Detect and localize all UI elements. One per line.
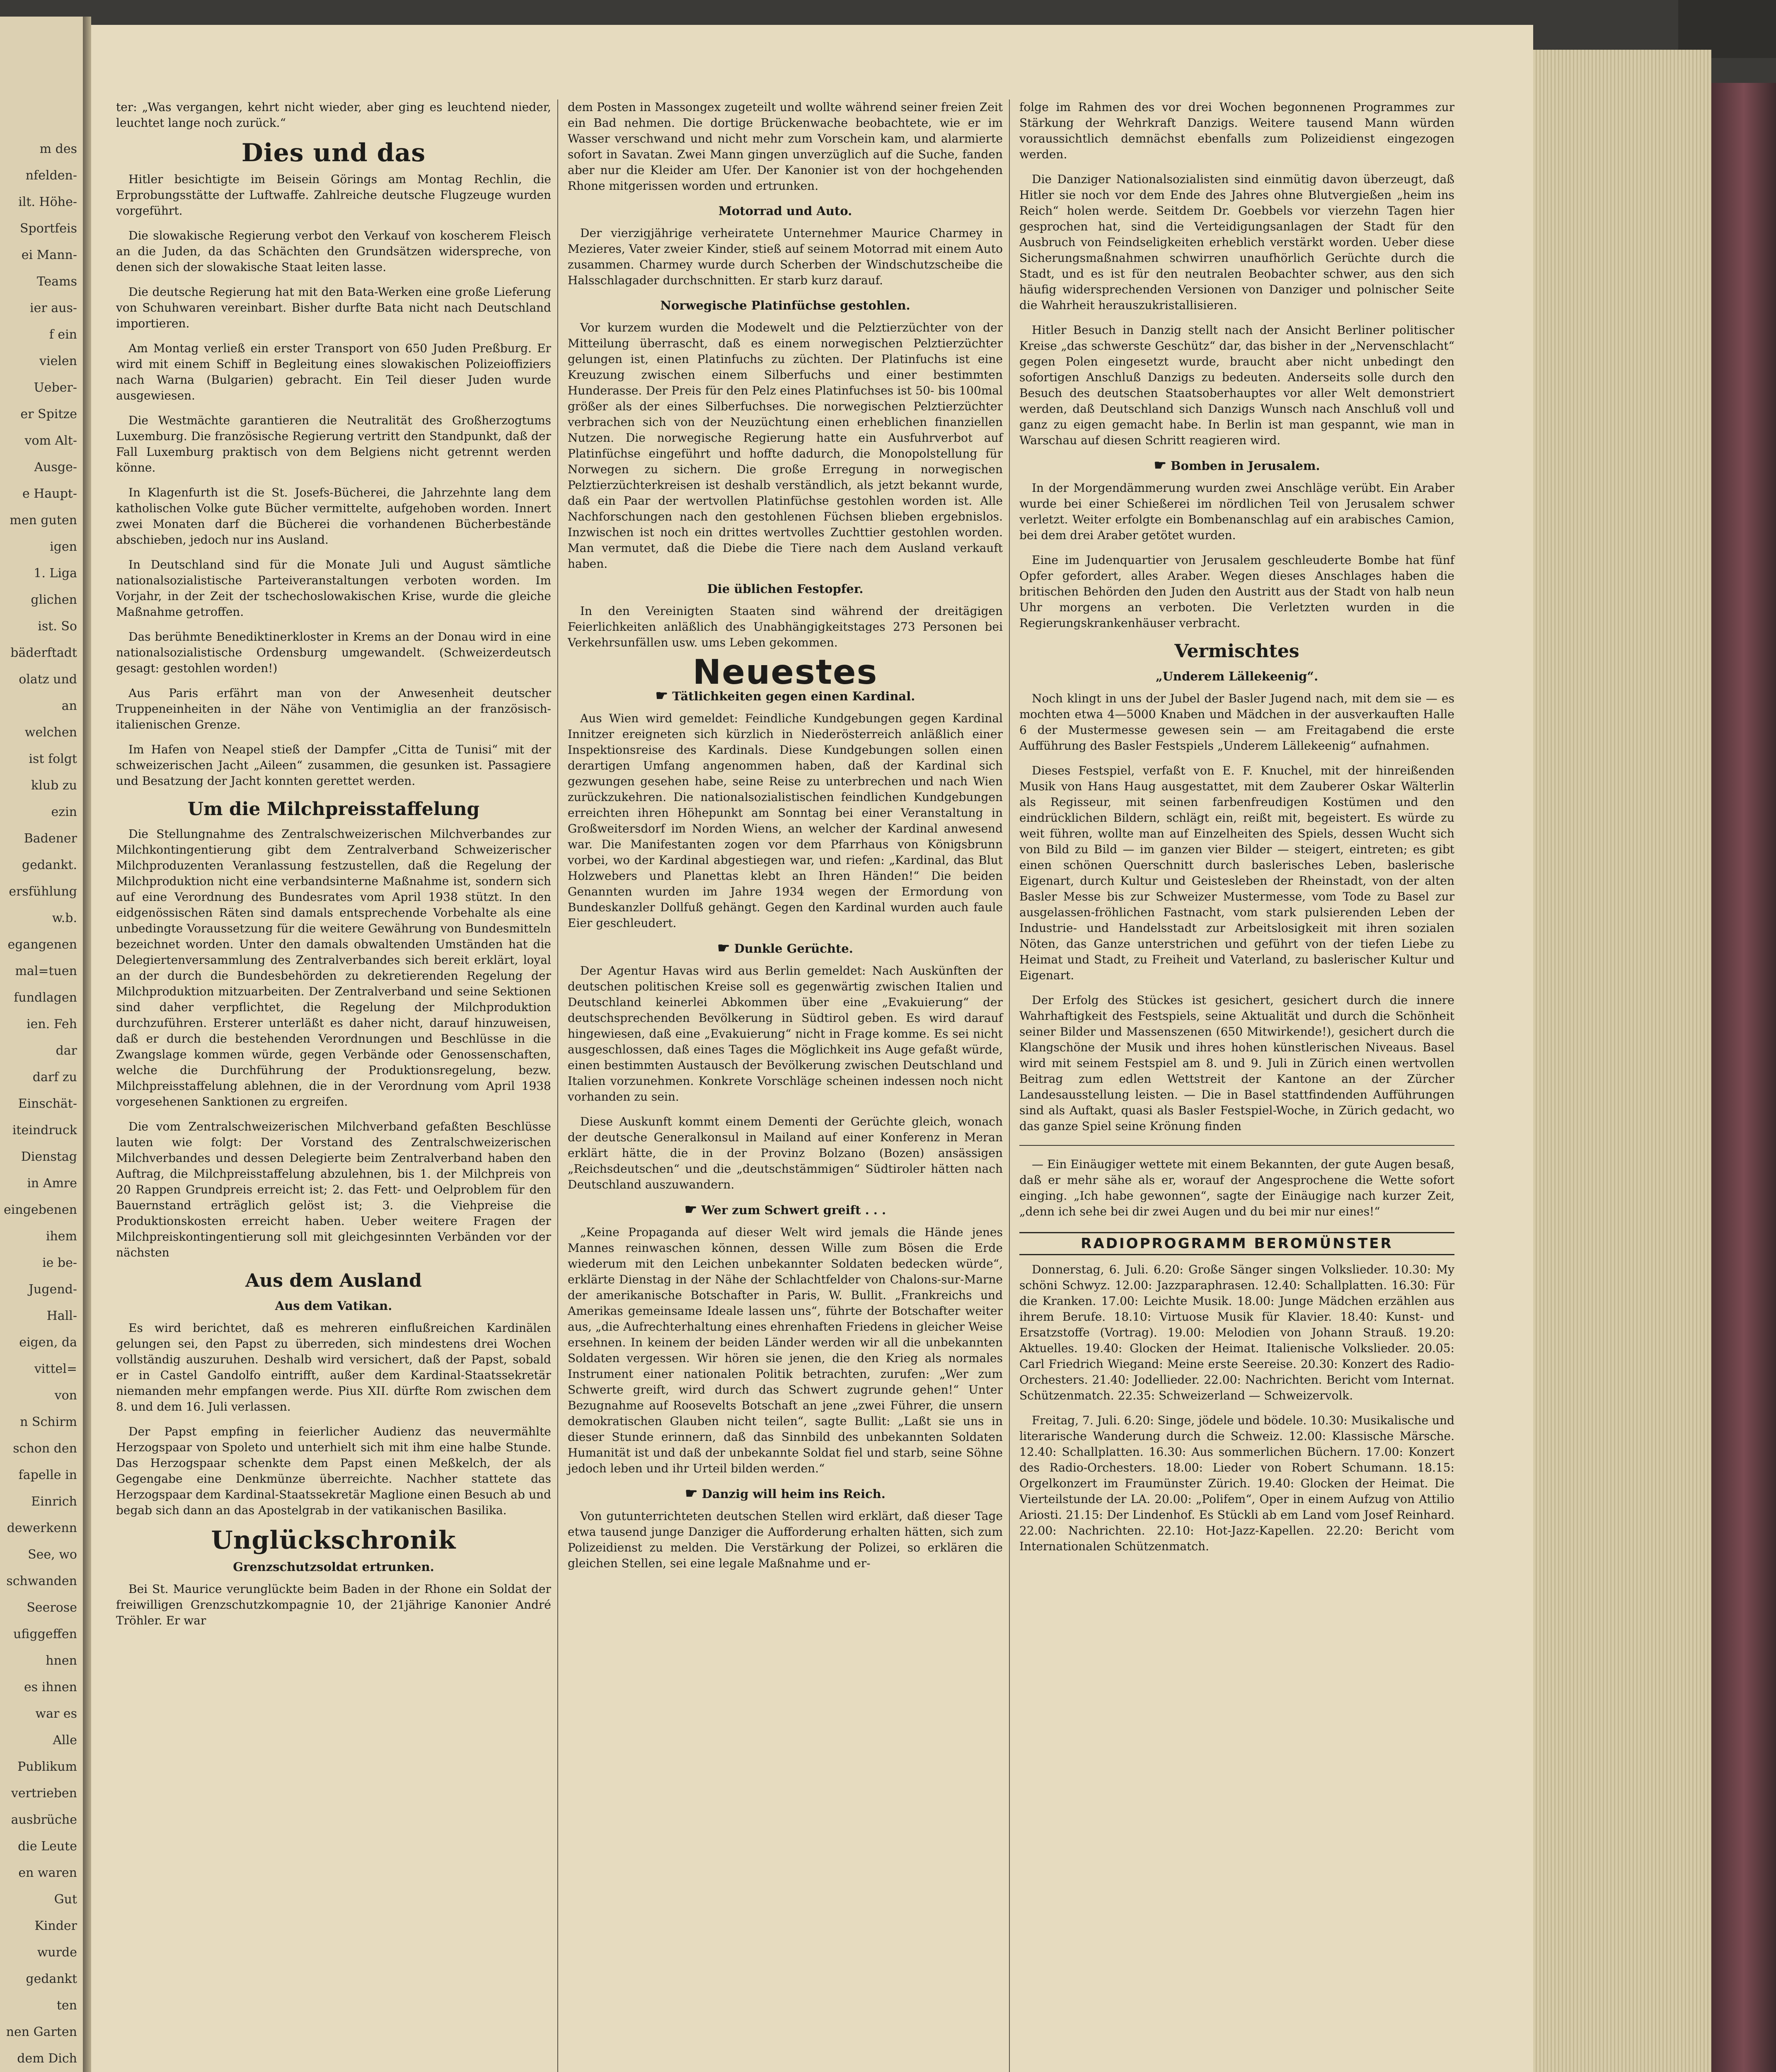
subheading-festopfer: Die üblichen Festopfer. [707, 582, 864, 596]
article-paragraph: In der Morgendämmerung wurden zwei Anschläge verübt. Ein Araber wurde bei einer Schießerei im nördlichen Teil von Jerusalem schwer verletzt. Weiter erfolgte ein Bombenanschlag auf ein arabisches Camion, bei dem drei Araber getötet wurden. [1019, 481, 1454, 542]
left-page-fragment: nfelden- [25, 168, 77, 183]
left-page-fragment: Badener [24, 831, 77, 846]
left-page-fragment: Seerose [27, 1600, 77, 1615]
radio-listing-friday: Freitag, 7. Juli. 6.20: Singe, jödele und bödele. 10.30: Musikalische und literarische Wanderung durch die Schweiz. 12.00: Klassische Märsche. 12.40: Schallplatten. 16.30: Aus sommerlichen Büchern. 17.00: Konzert des Radio-Orchesters. 18.00: Lieder von Robert Schumann. 18.15: Orgelkonzert im Fraumünster Zürich. 19.40: Glocken der Heimat. Die Vierteilstunde der LA. 20.00: „Polifem“, Oper in einem Aufzug von Attilio Ariosti. 21.15: Der Lindenhof. Es Stückli ab em Land vom Josef Reinhard. 22.00: Nachrichten. 22.10: Hot-Jazz-Kapellen. 22.20: Bericht vom Internationalen Schützenmatch. [1019, 1414, 1454, 1553]
left-page-fragment: ie be- [42, 1256, 77, 1270]
pointing-hand-icon: ☛ [1154, 457, 1166, 474]
left-page-fragment: nen Garten [6, 2025, 77, 2039]
left-page-fragment: vom Alt- [24, 433, 77, 448]
left-page-fragment: e Haupt- [22, 487, 77, 501]
article-paragraph: „Keine Propaganda auf dieser Welt wird jemals die Hände jenes Mannes reinwaschen können, dessen Wille zum Bösen die Erde wiederum mit den Leichen unbekannter Soldaten bedecken würde“, erklärte Dienstag in der Nähe der Schlachtfelder von Chalons-sur-Marne der amerikanische Botschafter in Paris, W. Bullit. „Frankreichs und Amerikas gemeinsame Ideale lassen uns“, führte der Botschafter weiter aus, „die Aufrechterhaltung eines ehrenhaften Friedens in gleicher Weise ersehnen. In keinem der beiden Länder werden wir all die unbekannten Soldaten vergessen. Wir hören sie jenen, die den Krieg als normales Instrument einer nationalen Politik betrachten, zurufen: „Wer zum Schwerte greift, wird durch das Schwert zugrunde gehen!“ Unter Bezugnahme auf Roosevelts Botschaft an jene „zwei Führer, die unsern demokratischen Glauben nicht teilen“, sagte Bullit: „Laßt sie uns in dieser Stunde erinnern, daß das Sinnbild des unbekannten Soldaten Humanität ist und daß der unbekannte Soldat fiel und starb, seine Söhne jedoch leben und ihr Urteil bilden werden.“ [568, 1225, 1003, 1475]
left-page-fragment: welchen [24, 725, 77, 740]
article-paragraph: Hitler Besuch in Danzig stellt nach der Ansicht Berliner politischer Kreise „das schwerste Geschütz“ dar, das bisher in der „Nervenschlacht“ gegen Polen eingesetzt wurde, braucht aber nicht unbedingt den sofortigen Anschluß Danzigs zu bedeuten. Anderseits solle durch den Besuch des deutschen Staatsoberhauptes vor aller Welt demonstriert werden, daß Deutschland sich Danzigs Wunsch nach Anschluß voll und ganz zu eigen gemacht habe. In Berlin ist man gespannt, wie man in Warschau auf diesen Schritt reagieren wird. [1019, 323, 1454, 447]
subheading-motorrad-und-auto: Motorrad und Auto. [718, 204, 852, 218]
left-page-fragment: m des [39, 142, 77, 156]
article-paragraph: Der Agentur Havas wird aus Berlin gemeldet: Nach Auskünften der deutschen politischen Kreise soll es gegenwärtig zwischen Italien und Deutschland keinerlei Abkommen über eine „Evakuierung“ der deutschsprechenden Bevölkerung in Südtirol geben. Es wird darauf hingewiesen, daß eine „Evakuierung“ nicht in Frage komme. Es sei nicht ausgeschlossen, daß eines Tages die Möglichkeit ins Auge gefaßt würde, einen bestimmten Austausch der Bevölkerung zwischen Deutschland und Italien vorzunehmen. Konkrete Vorschläge scheinen indessen noch nicht vorhanden zu sein. [568, 964, 1003, 1104]
left-page-fragment: die Leute [18, 1839, 77, 1854]
left-page-fragment: vertrieben [11, 1786, 77, 1801]
left-page-fragment: ist folgt [29, 752, 77, 766]
article-paragraph: Dieses Festspiel, verfaßt von E. F. Knuchel, mit der hinreißenden Musik von Hans Haug ausgestattet, mit dem Zauberer Oskar Wälterlin als Regisseur, mit seinen farbenfreudigen Kostümen und den eindrücklichen Bildern, schlägt ein, reißt mit, begeistert. Es würde zu weit führen, wollte man auf Einzelheiten des Spiels, dessen Wucht sich von Bild zu Bild — im ganzen vier Bilder — steigert, eintreten; es gibt einen schönen Querschnitt durch baslerisches Leben, baslerische Eigenart, durch Kultur und Geistesleben der Rheinstadt, von der alten Basler Messe bis zur Schweizer Mustermesse, vom Tode zu Basel zur ausgelassen-fröhlichen Fastnacht, vom stark pulsierenden Leben der Industrie- und Handelsstadt zur Arbeitslosigkeit mit ihren sozialen Nöten, das Ganze unterstrichen und geführt von der tiefen Liebe zu Heimat und Stadt, zu Freiheit und Vaterland, zu baslerischer Kultur und Eigenart. [1019, 764, 1454, 982]
article-paragraph: Von gutunterrichteten deutschen Stellen wird erklärt, daß dieser Tage etwa tausend junge Danziger die Aufforderung erhalten hätten, sich zum Polizeidienst zu melden. Die Verstärkung der Polizei, so erklären die gleichen Stellen, sei eine legale Maßnahme und er- [568, 1509, 1003, 1570]
left-page-fragment: ier aus- [30, 301, 77, 315]
left-page-fragment: hnen [46, 1653, 77, 1668]
left-page-fragment: vielen [39, 354, 77, 368]
article-paragraph: Noch klingt in uns der Jubel der Basler Jugend nach, mit dem sie — es mochten etwa 4—5000 Knaben und Mädchen in der ausverkauften Halle 6 der Mustermesse gewesen sein — am Freitagabend die erste Aufführung des Basler Festspiels „Underem Lällekeenig“ aufnahmen. [1019, 692, 1454, 753]
left-page-fragment: dewerkenn [7, 1521, 77, 1535]
left-page-fragment: ilt. Höhe- [18, 195, 77, 209]
article-paragraph: Die Westmächte garantieren die Neutralität des Großherzogtums Luxemburg. Die französische Regierung vertritt den Standpunkt, daß der Fall Luxemburg praktisch von dem Belgiens nicht getrennt werden könne. [116, 414, 551, 474]
article-paragraph: dem Posten in Massongex zugeteilt und wollte während seiner freien Zeit ein Bad nehmen. Die dortige Brückenwache beobachtete, wie er im Wasser verschwand und nicht mehr zum Vorschein kam, und alarmierte sofort in Savatan. Zwei Mann gingen unverzüglich auf die Suche, fanden aber nur die Kleider am Ufer. Der Kanonier ist von der hochgehenden Rhone mitgerissen worden und ertrunken. [568, 100, 1003, 193]
subheading-laellekeenig: „Underem Lällekeenig“. [1155, 669, 1319, 683]
article-paragraph: — Ein Einäugiger wettete mit einem Bekannten, der gute Augen besaß, daß er mehr sähe als er, worauf der Angesprochene die Wette sofort einging. „Ich habe gewonnen“, sagte der Einäugige nach kurzer Zeit, „denn ich sehe bei dir zwei Augen und du bei mir nur eines!“ [1019, 1157, 1454, 1218]
heading-aus-dem-ausland: Aus dem Ausland [245, 1270, 422, 1291]
pointing-hand-icon: ☛ [685, 1485, 698, 1502]
left-page-fragment: w.b. [52, 911, 77, 925]
article-paragraph: Die slowakische Regierung verbot den Verkauf von koscherem Fleisch an die Juden, da das Schächten den Grundsätzen widerspreche, von denen sich der slowakische Staat leiten lasse. [116, 229, 551, 274]
left-page-fragment: ien. Feh [27, 1017, 77, 1031]
heading-vermischtes: Vermischtes [1174, 641, 1299, 662]
left-page-fragment: ten [56, 1998, 77, 2013]
heading-neuestes: Neuestes [692, 653, 878, 692]
left-page-fragment: Hall- [46, 1309, 77, 1323]
left-page-fragment: an [61, 699, 77, 713]
left-page-fragment: ist. So [38, 619, 77, 634]
subheading-kardinal: ☛ Tätlichkeiten gegen einen Kardinal. [655, 687, 915, 704]
column-rule-2 [1009, 99, 1010, 2072]
article-paragraph: Es wird berichtet, daß es mehreren einflußreichen Kardinälen gelungen sei, den Papst zu überreden, sich mindestens drei Wochen vollständig auszuruhen. Deshalb wird versichert, daß der Papst, sobald er in Castel Gandolfo eintrifft, außer dem Kardinal-Staatssekretär niemanden mehr empfangen werde. Pius XII. dürfte Rom zwischen dem 8. und dem 16. Juli verlassen. [116, 1321, 551, 1414]
article-paragraph: Aus Wien wird gemeldet: Feindliche Kundgebungen gegen Kardinal Innitzer ereigneten sich kürzlich in Niederösterreich anläßlich einer Inspektionsreise des Kardinals. Diese Kundgebungen sollen einen derartigen Umfang angenommen haben, daß der Kardinal sich gezwungen gesehen habe, seine Reise zu unterbrechen und nach Wien zurückzukehren. Die nationalsozialistischen feindlichen Kundgebungen erreichten ihren Höhepunkt am Sonntag bei einer Veranstaltung in Großweitersdorf im Norden Wiens, an welcher der Kardinal anwesend war. Die Manifestanten zogen vor dem Pfarrhaus von Königsbrunn vorbei, wo der Kardinal abgestiegen war, und riefen: „Kardinal, das Blut Holzwebers und Planettas klebt an Ihren Händen!“ Die beiden Genannten wurden im Jahre 1934 wegen der Ermordung von Bundeskanzler Dollfuß gehängt. Gegen den Kardinal wurden auch faule Eier geschleudert. [568, 712, 1003, 930]
left-page-fragment: 1. Liga [34, 566, 77, 581]
article-paragraph: Vor kurzem wurden die Modewelt und die Pelztierzüchter von der Mitteilung überrascht, daß es einem norwegischen Pelztierzüchter gelungen ist, einen Platinfuchs zu züchten. Der Platinfuchs ist eine Kreuzung zwischen einem Silberfuchs und einer bestimmten Hunderasse. Der Preis für den Pelz eines Platinfuchses ist 50- bis 100mal größer als der eines Silberfuchses. Die norwegischen Pelztierzüchter verbrachen sich von der Neuzüchtung einen erheblichen finanziellen Nutzen. Die norwegische Regierung hatte ein Ausfuhrverbot auf Platinfüchse eingeführt und hoffte dadurch, die Monopolstellung für Norwegen zu sichern. Die große Erregung in norwegischen Pelztierzüchterkreisen ist deshalb verständlich, als jetzt bekannt wurde, daß ein Paar der wertvollen Platinfüchse gestohlen worden ist. Alle Nachforschungen nach den gestohlenen Füchsen blieben ergebnislos. Inzwischen ist noch ein drittes wertvolles Zuchttier gestohlen worden. Man vermutet, daß die Diebe die Tiere nach dem Ausland verkauft haben. [568, 321, 1003, 571]
left-page-fragment: ezin [51, 805, 77, 819]
left-page-fragment: gedankt. [22, 858, 77, 872]
left-page-fragment: klub zu [31, 778, 77, 793]
subheading-platinfuechse: Norwegische Platinfüchse gestohlen. [660, 298, 910, 312]
article-paragraph: Aus Paris erfährt man von der Anwesenheit deutscher Truppeneinheiten in der Nähe von Ventimiglia an der französisch-italienischen Grenze. [116, 686, 551, 731]
left-page-fragment: mal=tuen [15, 964, 77, 978]
pointing-hand-icon: ☛ [717, 940, 730, 956]
column-rule-1 [557, 99, 558, 2072]
book-spine [1711, 83, 1776, 2072]
subheading-vatikan: Aus dem Vatikan. [275, 1299, 392, 1313]
left-page-fragment: igen [50, 540, 77, 554]
left-page-fragment: Alle [53, 1733, 77, 1748]
subheading-bomben-jerusalem: ☛ Bomben in Jerusalem. [1154, 457, 1320, 474]
left-page-fragment: Ausge- [34, 460, 77, 474]
article-paragraph: Der Erfolg des Stückes ist gesichert, gesichert durch die innere Wahrhaftigkeit des Festspiels, seine Aktualität und durch die Schönheit seiner Bilder und Massenszenen (650 Mitwirkende!), gesichert durch die Klangschöne der Musik und ihres hohen künstlerischen Niveaus. Basel wird mit seinem Festspiel am 8. und 9. Juli in Zürich einen wertvollen Beitrag zum edlen Wettstreit der Kantone an der Zürcher Landesausstellung leisten. — Die in Basel stattfindenden Aufführungen sind als Auftakt, quasi als Basler Festspiel-Woche, in Zürich gedacht, wo das ganze Spiel seine Krönung finden [1019, 993, 1454, 1133]
left-page-fragment: dem Dich [17, 2051, 77, 2066]
left-page-fragment: eigen, da [19, 1335, 77, 1350]
article-paragraph: folge im Rahmen des vor drei Wochen begonnenen Programmes zur Stärkung der Wehrkraft Danzigs. Weitere tausend Mann würden voraussichtlich demnächst ebenfalls zum Polizeidienst eingezogen werden. [1019, 100, 1454, 161]
left-page-fragment: von [54, 1388, 77, 1403]
article-paragraph: Die Stellungnahme des Zentralschweizerischen Milchverbandes zur Milchkontingentierung gibt dem Zentralverband Schweizerischer Milchproduzenten Veranlassung festzustellen, daß die Regelung der Milchproduktion nicht eine verbandsinterne Maßnahme ist, sondern sich auf eine Verordnung des Bundesrates vom April 1938 stützt. In den eidgenössischen Räten sind damals entsprechende Vorbehalte als eine unbedingte Voraussetzung für die weitere Gewährung von Bundesmitteln bezeichnet worden. Unter den damals obwaltenden Umständen hat die Delegiertenversammlung des Zentralverbandes sich bereit erklärt, loyal an der durch die Bundesbehörden zu dekretierenden Regelung der Milchproduktion mitzuarbeiten. Der Zentralverband und seine Sektionen sind daher verpflichtet, die Regelung der Milchproduktion durchzuführen. Ersterer unterläßt es daher nicht, darauf hinzuweisen, daß er durch die bestehenden Verordnungen und Beschlüsse in die Zwangslage kommen würde, gegen Verbände oder Genossenschaften, welche die Durchführung der Produktionsregelung, bezw. Milchpreisstaffelung ablehnen, die in der Verordnung vom April 1938 vorgesehenen Sanktionen zu ergreifen. [116, 827, 551, 1109]
article-paragraph: Die Danziger Nationalsozialisten sind einmütig davon überzeugt, daß Hitler sie noch vor dem Ende des Jahres ohne Blutvergießen „heim ins Reich“ holen werde. Seitdem Dr. Goebbels vor vierzehn Tagen hier gesprochen hat, sind die Verteidigungsanlagen der Stadt für den Ausbruch von Feindseligkeiten erheblich verstärkt worden. Ueber diese Sicherungsmaßnahmen schwirren unaufhörlich Gerüchte durch die Stadt, und es ist für den neutralen Beobachter schwer, aus den sich häufig widersprechenden Versionen von Danziger und polnischer Seite die Wahrheit herauszukristallisieren. [1019, 172, 1454, 312]
article-paragraph: Die deutsche Regierung hat mit den Bata-Werken eine große Lieferung von Schuhwaren vereinbart. Bisher durfte Bata nicht nach Deutschland importieren. [116, 285, 551, 330]
left-page-fragment: eingebenen [4, 1203, 77, 1217]
cover-strip [1678, 0, 1776, 58]
left-page-fragment: es ihnen [24, 1680, 77, 1694]
left-page-fragment: n Schirm [20, 1415, 77, 1429]
column-2 [568, 99, 1003, 1581]
left-page-fragment: darf zu [32, 1070, 77, 1084]
left-page-fragment: wurde [37, 1945, 77, 1960]
left-page-fragment: Publikum [17, 1760, 77, 1774]
left-page-fragment: Sportfeis [19, 221, 77, 236]
subheading-danzig: ☛ Danzig will heim ins Reich. [685, 1485, 886, 1502]
heading-unglueckschronik: Unglückschronik [211, 1526, 456, 1555]
heading-milchpreisstaffelung: Um die Milchpreisstaffelung [187, 799, 480, 820]
article-paragraph: Das berühmte Benediktinerkloster in Krems an der Donau wird in eine nationalsozialistische Ordensburg umgewandelt. (Schweizerdeutsch gesagt: gestohlen worden!) [116, 630, 551, 675]
left-page-fragment: Teams [36, 274, 77, 289]
subheading-grenzschutzsoldat: Grenzschutzsoldat ertrunken. [233, 1560, 434, 1574]
left-page-fragment: dar [56, 1043, 77, 1058]
article-paragraph: Diese Auskunft kommt einem Dementi der Gerüchte gleich, wonach der deutsche Generalkonsul in Mailand auf einer Konferenz in Meran erklärt hätte, die in der Provinz Bolzano (Bozen) ansässigen „Reichsdeutschen“ und die „deutschstämmigen“ Südtiroler hätten nach Deutschland auszuwandern. [568, 1115, 1003, 1191]
page-edges [1533, 50, 1711, 2072]
left-page-fragment: ausbrüche [11, 1813, 77, 1827]
left-page-fragment: fapelle in [18, 1468, 77, 1482]
left-page-fragment: war es [35, 1706, 77, 1721]
left-page-fragment: iteindruck [12, 1123, 77, 1138]
left-page-fragment: schwanden [6, 1574, 77, 1588]
article-paragraph: Der vierzigjährige verheiratete Unternehmer Maurice Charmey in Mezieres, Vater zweier Kinder, stieß auf seinem Motorrad mit einem Auto zusammen. Charmey wurde durch Scherben der Windschutzscheibe die Halsschlagader durchschnitten. Er starb kurz darauf. [568, 226, 1003, 287]
left-page-fragment: ihem [46, 1229, 77, 1244]
left-page-fragment: in Amre [27, 1176, 77, 1191]
left-page-fragment: Ueber- [34, 380, 77, 395]
subheading-schwert: ☛ Wer zum Schwert greift . . . [684, 1201, 886, 1218]
article-paragraph: Im Hafen von Neapel stieß der Dampfer „Citta de Tunisi“ mit der schweizerischen Jacht „Aileen“ zusammen, die gesunken ist. Passagiere und Besatzung der Jacht konnten gerettet werden. [116, 743, 551, 788]
newspaper-page [91, 25, 1533, 2072]
radio-program-heading: RADIOPROGRAMM BEROMÜNSTER [1019, 1232, 1454, 1255]
left-page-fragment: Gut [54, 1892, 77, 1907]
left-page-fragment: en waren [18, 1866, 77, 1880]
column-3 [1019, 99, 1454, 1564]
column-1 [116, 99, 551, 1638]
left-page-fragment: See, wo [28, 1547, 77, 1562]
left-page-fragment: fundlagen [14, 990, 77, 1005]
pointing-hand-icon: ☛ [684, 1201, 697, 1218]
left-page-fragment: gedankt [26, 1972, 77, 1986]
heading-dies-und-das: Dies und das [241, 138, 426, 167]
section-divider [1019, 1145, 1454, 1146]
left-page-fragment: Einrich [31, 1494, 77, 1509]
left-page-fragment: men guten [10, 513, 77, 528]
radio-listing-thursday: Donnerstag, 6. Juli. 6.20: Große Sänger singen Volkslieder. 10.30: My schöni Schwyz. 12.00: Jazzparaphrasen. 12.40: Schallplatten. 16.30: Für die Kranken. 17.00: Leichte Musik. 18.00: Junge Mädchen erzählen aus ihrem Berufe. 18.10: Virtuose Musik für Klavier. 18.40: Kunst- und Ersatzstoffe (Vortrag). 19.00: Melodien von Johann Strauß. 19.20: Aktuelles. 19.40: Glocken der Heimat. Italienische Volkslieder. 20.05: Carl Friedrich Wiegand: Meine erste Seereise. 20.30: Konzert des Radio-Orchesters. 21.40: Jodellieder. 22.00: Nachrichten. Bericht vom Internat. Schützenmatch. 22.35: Schweizerland — Schweizervolk. [1019, 1263, 1454, 1402]
subheading-dunkle-geruechte: ☛ Dunkle Gerüchte. [717, 940, 853, 956]
left-page-fragment: ufiggeffen [13, 1627, 77, 1641]
facing-left-page [0, 17, 85, 2072]
article-paragraph: In den Vereinigten Staaten sind während der dreitägigen Feierlichkeiten anläßlich des Unabhängigkeitstages 273 Personen bei Verkehrsunfällen usw. ums Leben gekommen. [568, 604, 1003, 649]
left-page-fragment: bäderftadt [10, 646, 77, 660]
left-page-fragment: Kinder [34, 1919, 77, 1933]
left-page-fragment: schon den [13, 1441, 77, 1456]
article-paragraph: In Klagenfurth ist die St. Josefs-Bücherei, die Jahrzehnte lang dem katholischen Volke gute Bücher vermittelte, aufgehoben worden. Innert zwei Monaten darf die Bücherei die vorhandenen Bücherbestände abschieben, jedoch nur ins Ausland. [116, 486, 551, 547]
article-paragraph: Hitler besichtigte im Beisein Görings am Montag Rechlin, die Erprobungsstätte der Luftwaffe. Zahlreiche deutsche Flugzeuge wurden vorgeführt. [116, 172, 551, 218]
left-page-fragment: ersfühlung [9, 884, 77, 899]
article-paragraph: In Deutschland sind für die Monate Juli und August sämtliche nationalsozialistische Parteiveranstaltungen verboten worden. Im Vorjahr, in der Zeit der tschechoslowakischen Krise, wurde die gleiche Maßnahme getroffen. [116, 558, 551, 619]
left-page-fragment: vittel= [34, 1362, 77, 1376]
left-page-fragment: ei Mann- [21, 248, 77, 262]
book-gutter [83, 17, 91, 2072]
left-page-fragment: er Spitze [20, 407, 77, 421]
article-paragraph: Eine im Judenquartier von Jerusalem geschleuderte Bombe hat fünf Opfer gefordert, alles Araber. Wegen dieses Anschlages haben die britischen Behörden den Juden den Austritt aus der Stadt von halb neun Uhr morgens an verboten. Die Verletzten wurden in die Regierungskrankenhäuser verbracht. [1019, 553, 1454, 630]
article-paragraph: Bei St. Maurice verunglückte beim Baden in der Rhone ein Soldat der freiwilligen Grenzschutzkompagnie 10, der 21jährige Kanonier André Tröhler. Er war [116, 1582, 551, 1627]
article-paragraph: Die vom Zentralschweizerischen Milchverband gefaßten Beschlüsse lauten wie folgt: Der Vorstand des Zentralschweizerischen Milchverbandes und dessen Delegierte beim Zentralverband haben den Auftrag, die Milchpreisstaffelung abzulehnen, bis 1. der Milchpreis von 20 Rappen Grundpreis erreicht ist; 2. das Fett- und Oelproblem für den Bauernstand erträglich gelöst ist; 3. die Viehpreise die Produktionskosten erreicht haben. Ueber weitere Fragen der Milchpreiskontingentierung soll mit gleichgesinnten Verbänden vor der nächsten [116, 1120, 551, 1259]
left-page-fragment: Jugend- [29, 1282, 77, 1297]
left-page-fragment: f ein [49, 327, 77, 342]
left-page-fragment: olatz und [19, 672, 77, 687]
left-page-fragment: Dienstag [21, 1150, 77, 1164]
left-page-fragment: Einschät- [18, 1097, 77, 1111]
left-page-fragment: egangenen [7, 937, 77, 952]
intro-quote: ter: „Was vergangen, kehrt nicht wieder, aber ging es leuchtend nieder, leuchtet lange noch zurück.“ [116, 100, 551, 130]
article-paragraph: Der Papst empfing in feierlicher Audienz das neuvermählte Herzogspaar von Spoleto und unterhielt sich mit ihm eine halbe Stunde. Das Herzogspaar schenkte dem Papst einen Meßkelch, der als Gegengabe eine Denkmünze überreichte. Nachher stattete das Herzogspaar dem Kardinal-Staatssekretär Maglione einen Besuch ab und begab sich dann an das Apostelgrab in der vatikanischen Basilika. [116, 1425, 551, 1517]
article-paragraph: Am Montag verließ ein erster Transport von 650 Juden Preßburg. Er wird mit einem Schiff in Begleitung eines slowakischen Polizeioffiziers nach Warna (Bulgarien) gebracht. Ein Teil dieser Juden wurde ausgewiesen. [116, 341, 551, 402]
pointing-hand-icon: ☛ [655, 687, 668, 704]
left-page-fragment: glichen [31, 593, 77, 607]
